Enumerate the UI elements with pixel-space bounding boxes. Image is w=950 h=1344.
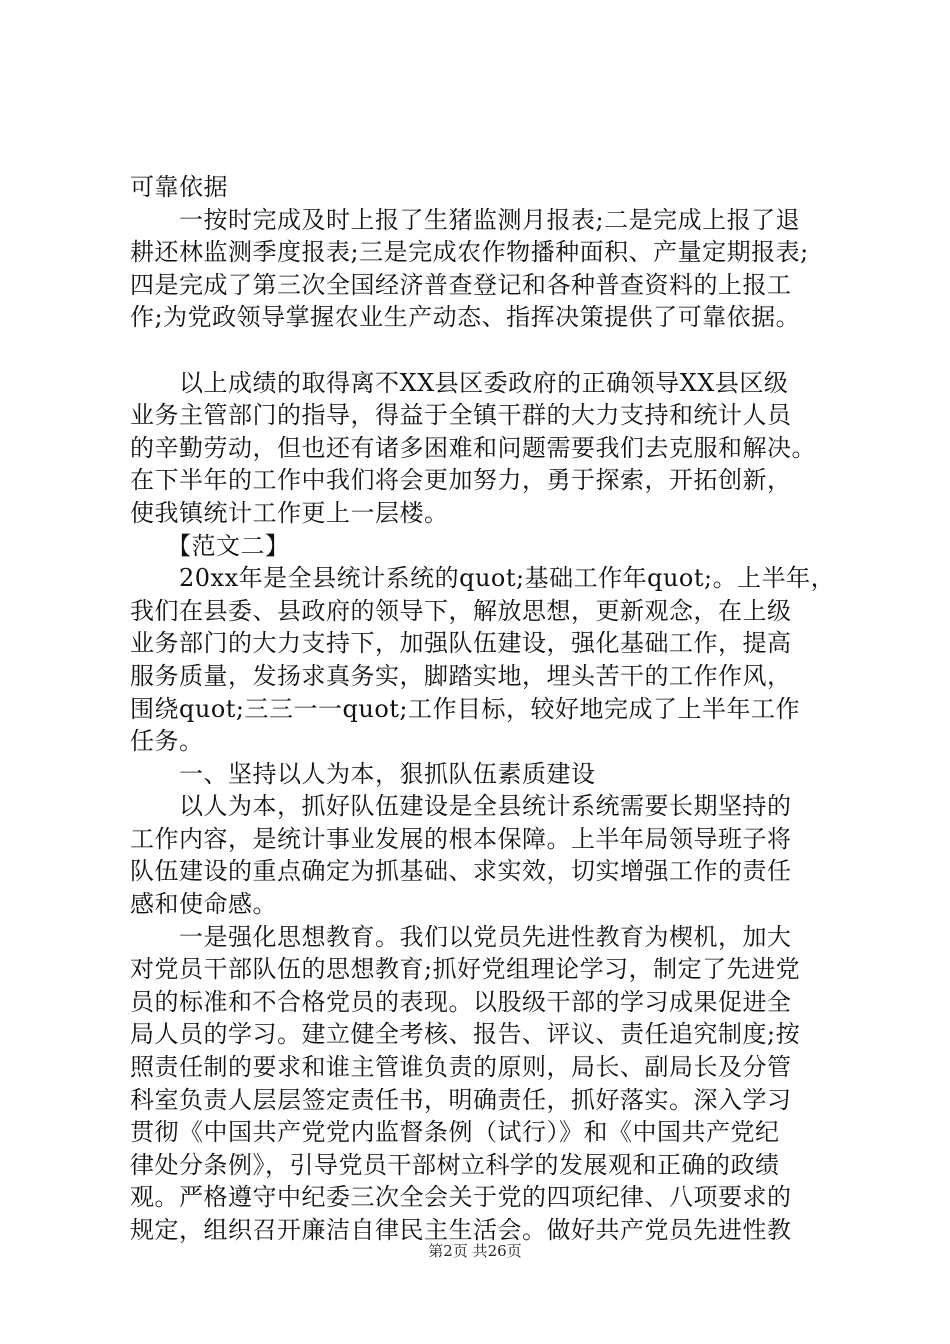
text-line: 感和使命感。	[130, 890, 277, 919]
blank-line	[130, 334, 835, 367]
text-line: 作;为党政领导掌握农业生产动态、指挥决策提供了可靠依据。	[130, 303, 801, 332]
text-line: 业务部门的大力支持下，加强队伍建设，强化基础工作，提高	[130, 629, 792, 658]
text-line: 服务质量，发扬求真务实，脚踏实地，埋头苦干的工作作风，	[130, 661, 792, 690]
text-line: 的辛勤劳动，但也还有诸多困难和问题需要我们去克服和解决。	[130, 433, 816, 462]
text-line: 员的标准和不合格党员的表现。以股级干部的学习成果促进全	[130, 987, 792, 1016]
section-heading: 【范文二】	[130, 531, 290, 560]
page-number-footer: 第2页 共26页	[428, 1242, 522, 1260]
text-line: 一是强化思想教育。我们以党员先进性教育为楔机，加大	[130, 922, 792, 951]
text-line: 使我镇统计工作更上一层楼。	[130, 498, 449, 527]
text-line: 规定，组织召开廉洁自律民主生活会。做好共产党员先进性教	[130, 1216, 792, 1244]
text-line: 以上成绩的取得离不XX县区委政府的正确领导XX县区级	[130, 368, 789, 397]
text-line: 在下半年的工作中我们将会更加努力，勇于探索，开拓创新，	[130, 466, 792, 495]
text-line: 队伍建设的重点确定为抓基础、求实效，切实增强工作的责任	[130, 857, 792, 886]
text-line: 任务。	[130, 727, 204, 756]
text-line: 可靠依据	[130, 173, 228, 201]
text-line: 业务主管部门的指导，得益于全镇干群的大力支持和统计人员	[130, 401, 792, 430]
text-line: 对党员干部队伍的思想教育;抓好党组理论学习，制定了先进党	[130, 955, 801, 984]
text-line: 贯彻《中国共产党党内监督条例（试行）》和《中国共产党纪	[130, 1118, 780, 1147]
text-line: 四是完成了第三次全国经济普查登记和各种普查资料的上报工	[130, 270, 792, 299]
text-line: 照责任制的要求和谁主管谁负责的原则，局长、副局长及分管	[130, 1053, 792, 1082]
text-line: 局人员的学习。建立健全考核、报告、评议、责任追究制度;按	[130, 1020, 801, 1049]
text-line: 耕还林监测季度报表;三是完成农作物播种面积、产量定期报表;	[130, 238, 809, 267]
text-line: 工作内容，是统计事业发展的根本保障。上半年局领导班子将	[130, 824, 792, 853]
text-line: 围绕quot;三三一一quot;工作目标，较好地完成了上半年工作	[130, 694, 800, 723]
text-line: 20xx年是全县统计系统的quot;基础工作年quot;。上半年，	[130, 564, 836, 593]
subsection-heading: 一、坚持以人为本，狠抓队伍素质建设	[130, 759, 596, 788]
text-line: 科室负责人层层签定责任书，明确责任，抓好落实。深入学习	[130, 1085, 792, 1114]
text-line: 以人为本，抓好队伍建设是全县统计系统需要长期坚持的	[130, 792, 792, 821]
body-text	[130, 171, 835, 1247]
text-line: 观。严格遵守中纪委三次全会关于党的四项纪律、八项要求的	[130, 1183, 792, 1212]
text-line: 一按时完成及时上报了生猪监测月报表;二是完成上报了退	[130, 205, 801, 234]
text-line: 律处分条例》，引导党员干部树立科学的发展观和正确的政绩	[130, 1150, 780, 1179]
text-line: 我们在县委、县政府的领导下，解放思想，更新观念，在上级	[130, 596, 792, 625]
